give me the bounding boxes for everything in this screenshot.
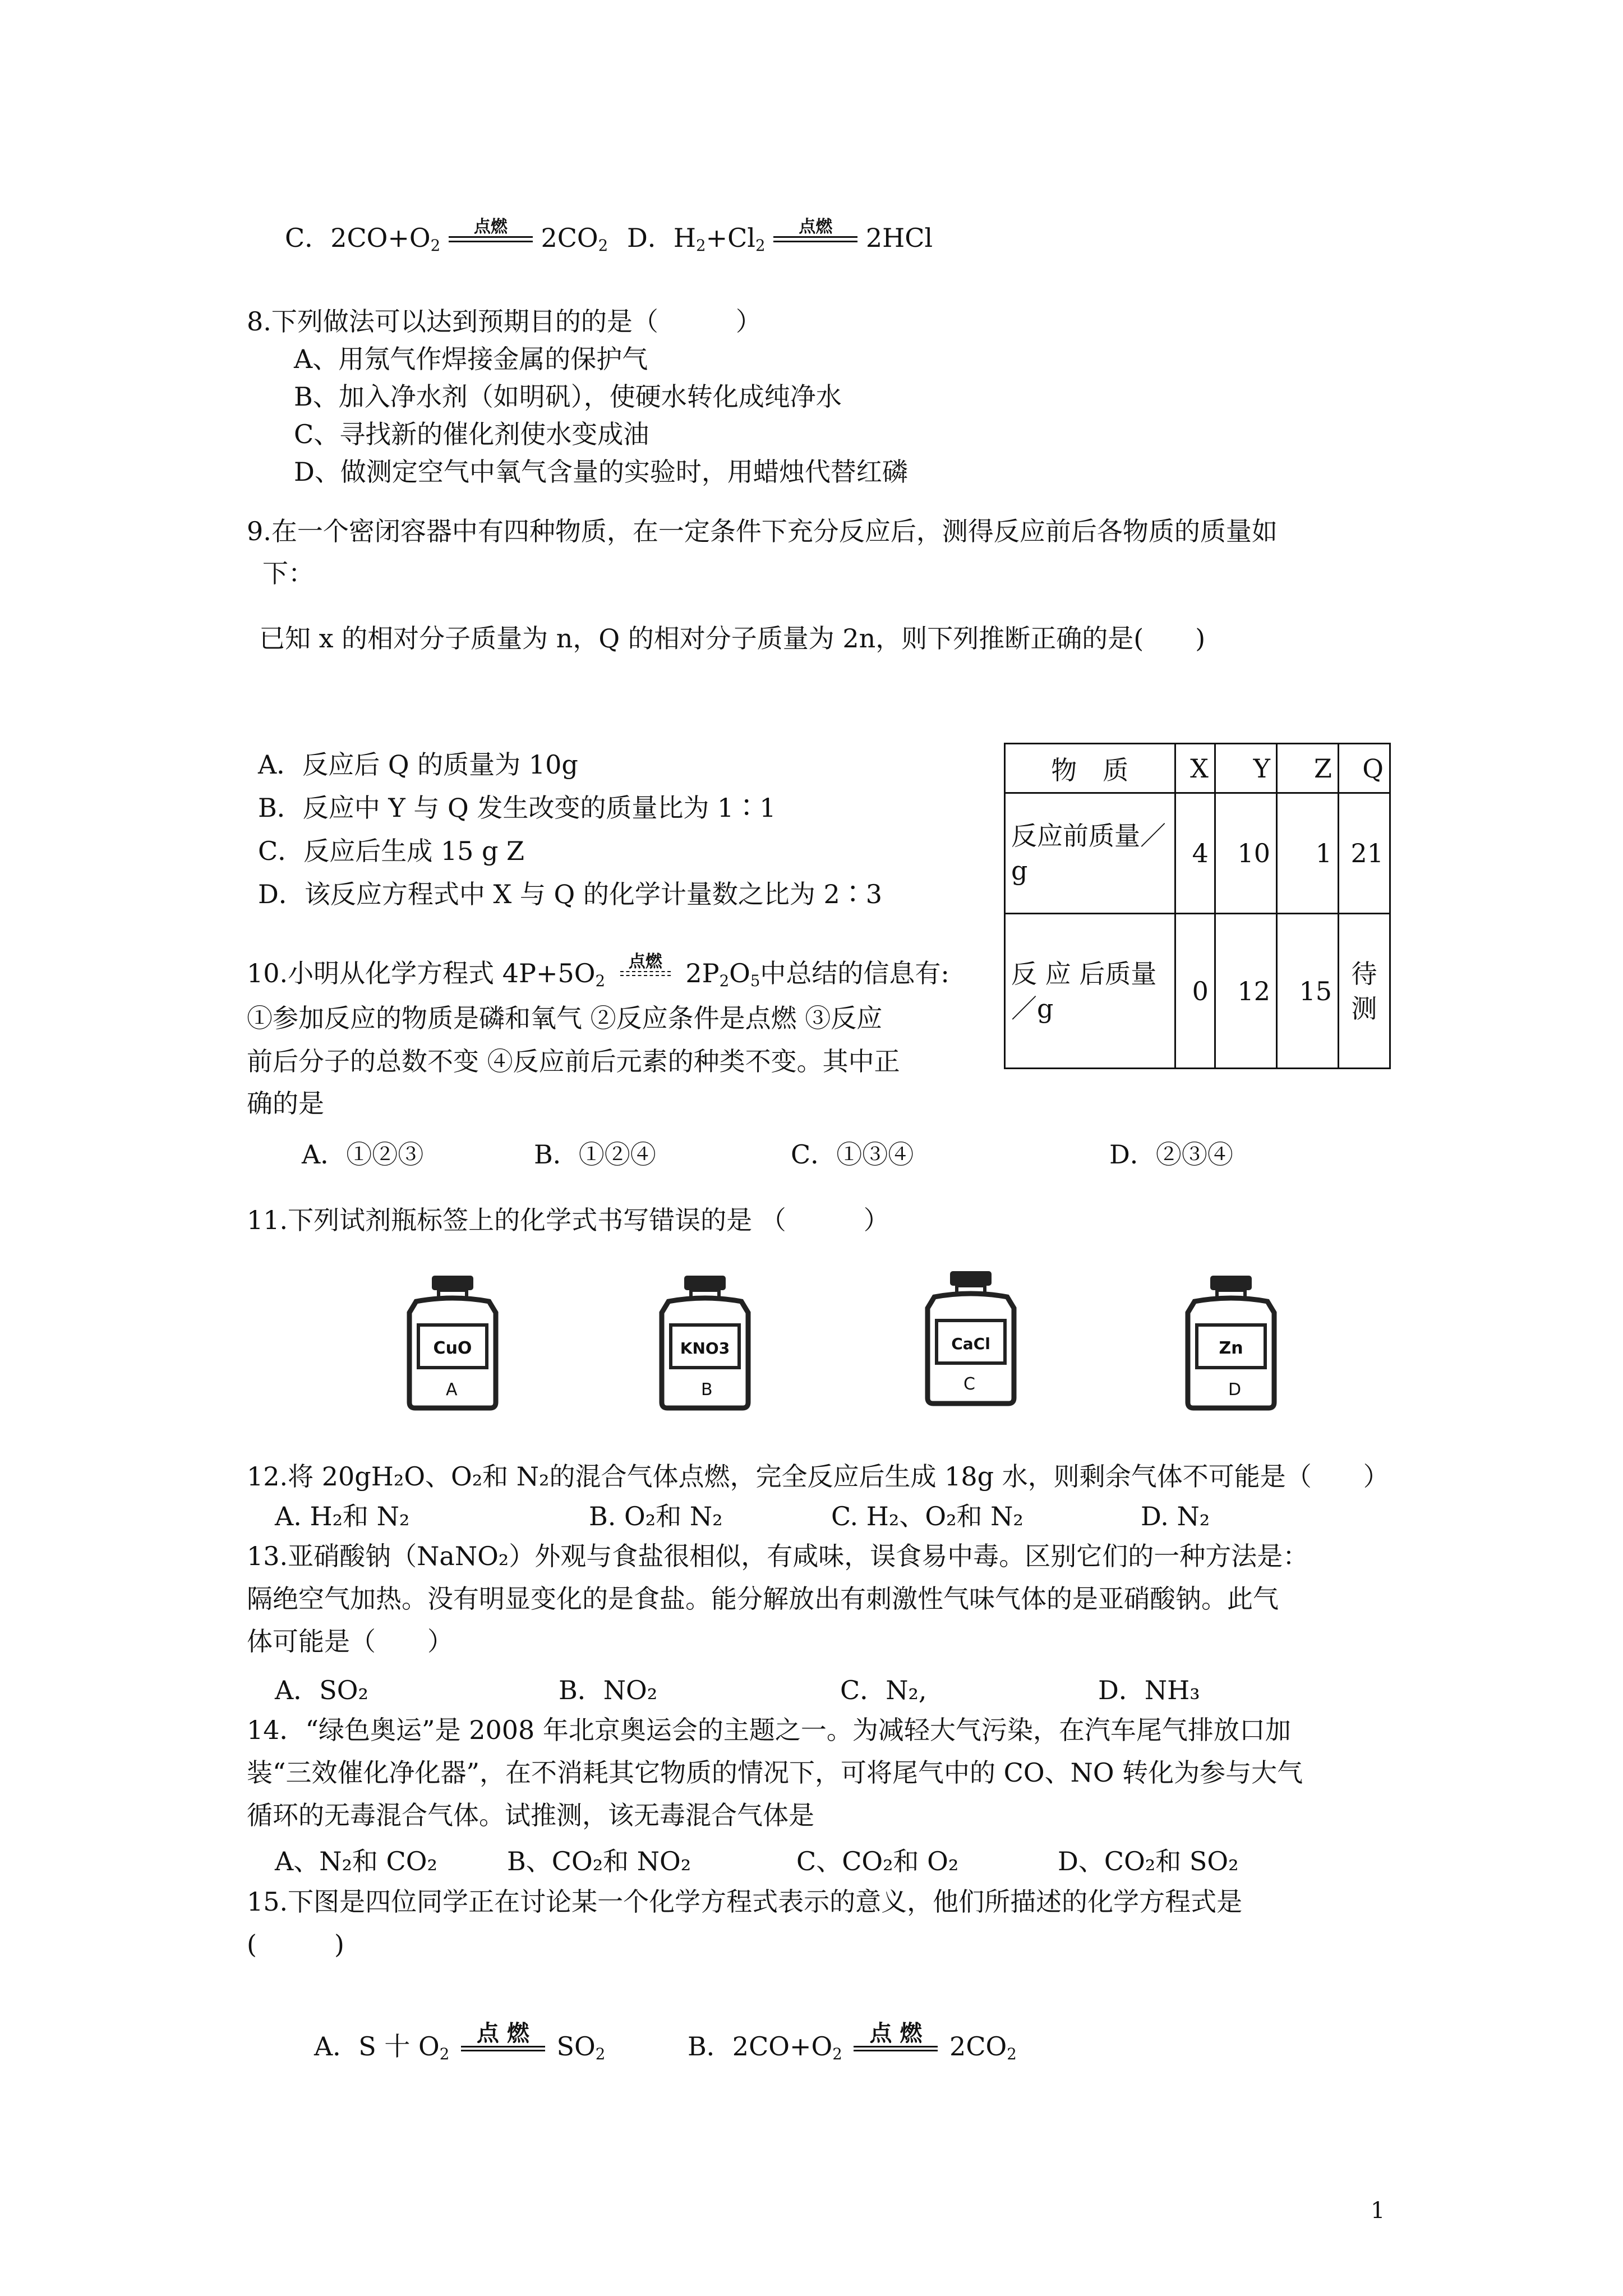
q15-option-a: A．S 十 $O_2$ 点 燃 $SO_2$ [314, 2020, 606, 2063]
q9-option-c: C．反应后生成 15 g Z [258, 836, 525, 866]
reaction-arrow: 点燃 [449, 218, 533, 242]
q10-line2: ①参加反应的物质是磷和氧气 ②反应条件是点燃 ③反应 [247, 1003, 883, 1033]
q9-option-b: B．反应中 Y 与 Q 发生改变的质量比为 1∶1 [258, 793, 776, 823]
q15-line2: ( ) [247, 1929, 344, 1959]
q9-stem-line2: 下： [262, 558, 314, 588]
q13-option-d: D．NH₃ [1098, 1675, 1200, 1705]
q9-stem-line1: 9.在一个密闭容器中有四种物质，在一定条件下充分反应后，测得反应前后各物质的质量如 [247, 516, 1278, 546]
q11-stem: 11.下列试剂瓶标签上的化学式书写错误的是 （ ） [247, 1205, 889, 1235]
q9-stem-line3: 已知 x 的相对分子质量为 n，Q 的相对分子质量为 2n，则下列推断正确的是( ) [259, 623, 1206, 654]
table-cell: 10 [1215, 793, 1276, 914]
q14-line1: 14．“绿色奥运”是 2008 年北京奥运会的主题之一。为减轻大气污染，在汽车尾气排放口加 [247, 1715, 1291, 1745]
table-cell: 12 [1215, 914, 1276, 1069]
q13-option-b: B．NO₂ [559, 1675, 658, 1705]
mass-table [1004, 743, 1391, 1069]
q14-option-b: B、CO₂和 NO₂ [507, 1846, 691, 1876]
bottle-label: CaCl [951, 1335, 990, 1353]
table-header-cell: X [1175, 744, 1215, 793]
q8-stem: 8.下列做法可以达到预期目的的是（ ） [247, 306, 762, 337]
table-cell: 待测 [1339, 914, 1390, 1069]
table-row-label: 反应前质量／g [1005, 793, 1175, 914]
bottle-letter: D [1228, 1380, 1242, 1400]
table-cell: 0 [1175, 914, 1215, 1069]
bottle-letter: B [701, 1380, 713, 1400]
q10-option-a: A．①②③ [302, 1139, 424, 1170]
q13-option-a: A．SO₂ [275, 1675, 368, 1705]
table-header-cell: 物 质 [1005, 744, 1175, 793]
q13-line3: 体可能是（ ） [247, 1626, 453, 1657]
table-row-label: 反 应 后质量／g [1005, 914, 1175, 1069]
q15-option-b: B．$2CO+O_2$ 点 燃 $2CO_2$ [688, 2020, 1017, 2063]
q13-option-c: C．N₂, [840, 1675, 927, 1705]
q8-option-c: C、寻找新的催化剂使水变成油 [294, 419, 649, 449]
q13-line1: 13.亚硝酸钠（NaNO₂）外观与食盐很相似，有咸味，误食易中毒。区别它们的一种方法是： [247, 1541, 1309, 1571]
reaction-arrow: 点 燃 [854, 2021, 938, 2051]
q14-line3: 循环的无毒混合气体。试推测，该无毒混合气体是 [247, 1800, 814, 1830]
q13-line2: 隔绝空气加热。没有明显变化的是食盐。能分解放出有刺激性气味气体的是亚硝酸钠。此气 [247, 1584, 1279, 1614]
table-cell: 21 [1339, 793, 1390, 914]
q8-option-b: B、加入净水剂（如明矾），使硬水转化成纯净水 [294, 381, 842, 412]
bottle-label: CuO [433, 1338, 472, 1358]
table-header-cell: Y [1215, 744, 1276, 793]
q12-option-a: A. H₂和 N₂ [275, 1501, 410, 1531]
page-number: 1 [1371, 2198, 1385, 2224]
bottle-label: Zn [1219, 1338, 1243, 1358]
q12-option-b: B. O₂和 N₂ [589, 1501, 723, 1531]
q7-option-c: C．$2CO+O_2$ 点燃 $2CO_2$ [285, 217, 608, 255]
q12-option-d: D. N₂ [1141, 1501, 1210, 1531]
q7-option-d: D．$H_2+Cl_2$ 点燃 2HCl [627, 217, 933, 255]
table-header-cell: Z [1276, 744, 1338, 793]
q12-option-c: C. H₂、O₂和 N₂ [831, 1501, 1023, 1531]
q9-option-d: D．该反应方程式中 X 与 Q 的化学计量数之比为 2∶3 [258, 879, 882, 909]
q12-stem: 12.将 20gH₂O、O₂和 N₂的混合气体点燃，完全反应后生成 18g 水，则剩余气体不可能是（ ） [247, 1461, 1389, 1492]
bottle-letter: A [446, 1380, 458, 1400]
reaction-arrow: 点 燃 [461, 2021, 545, 2051]
bottle-letter: C [963, 1374, 975, 1394]
q15-line1: 15.下图是四位同学正在讨论某一个化学方程式表示的意义，他们所描述的化学方程式是 [247, 1887, 1243, 1917]
table-header-cell: Q [1339, 744, 1390, 793]
q8-option-d: D、做测定空气中氧气含量的实验时，用蜡烛代替红磷 [294, 457, 908, 487]
q14-line2: 装“三效催化净化器”，在不消耗其它物质的情况下，可将尾气中的 CO、NO 转化为参与大气 [247, 1757, 1303, 1788]
q8-option-a: A、用氖气作焊接金属的保护气 [294, 344, 648, 374]
table-cell: 4 [1175, 793, 1215, 914]
q14-option-d: D、CO₂和 SO₂ [1058, 1846, 1239, 1876]
q10-stem: 10.小明从化学方程式 $4P+5O_2$ 点燃 $2P_2O_5$中总结的信息有: [247, 951, 949, 990]
q10-option-b: B．①②④ [534, 1139, 656, 1170]
reaction-arrow: 点燃 [620, 953, 671, 976]
q9-option-a: A．反应后 Q 的质量为 10g [258, 749, 578, 780]
q10-option-d: D．②③④ [1109, 1139, 1233, 1170]
q10-line4: 确的是 [247, 1088, 324, 1119]
q10-option-c: C．①③④ [791, 1139, 914, 1170]
reaction-arrow: 点燃 [773, 218, 857, 242]
table-cell: 1 [1276, 793, 1338, 914]
q14-option-a: A、N₂和 CO₂ [275, 1846, 437, 1876]
table-cell: 15 [1276, 914, 1338, 1069]
q14-option-c: C、CO₂和 O₂ [796, 1846, 959, 1876]
bottle-label: KNO3 [680, 1339, 730, 1358]
q10-line3: 前后分子的总数不变 ④反应前后元素的种类不变。其中正 [247, 1046, 900, 1076]
